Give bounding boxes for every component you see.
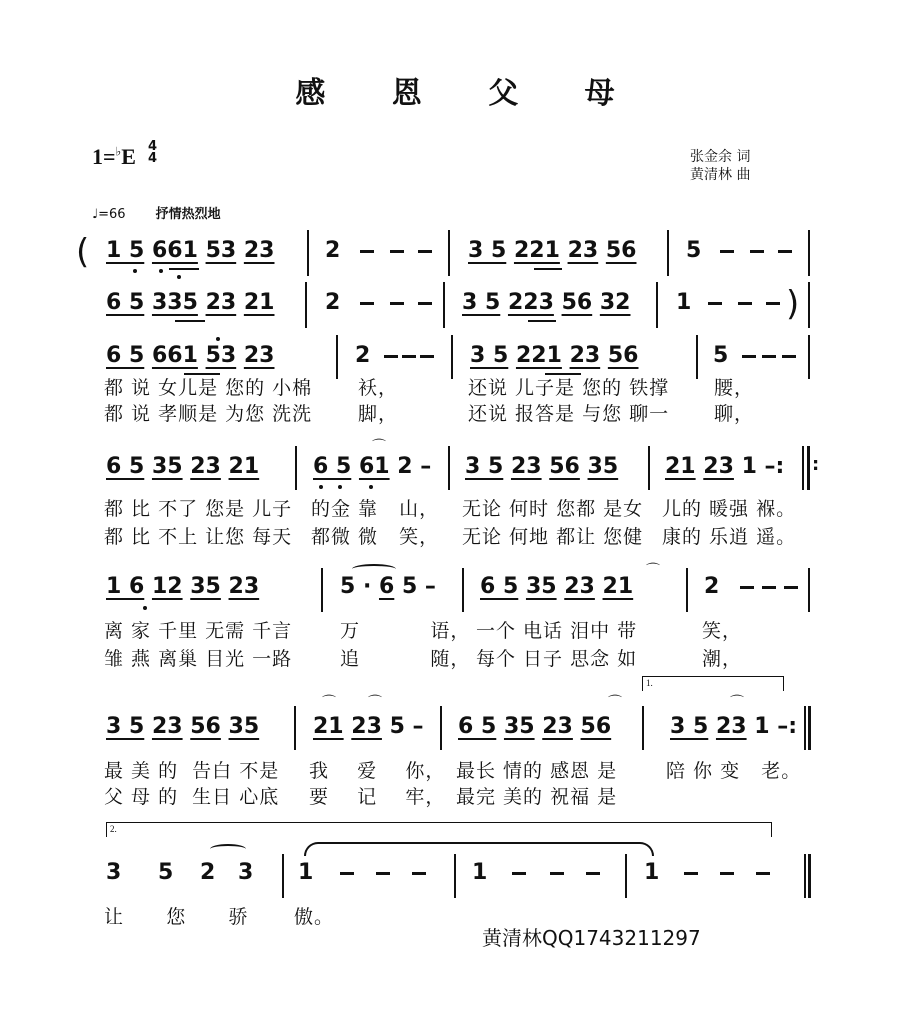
dash (412, 872, 426, 875)
low-dot (338, 485, 342, 489)
note-group: 6 5 35 23 21 (480, 574, 634, 599)
barline (321, 568, 323, 612)
dash (762, 355, 776, 358)
dash (738, 302, 752, 305)
barline (448, 446, 450, 490)
note: 2 (704, 574, 720, 599)
barline (454, 854, 456, 898)
barline (696, 335, 698, 379)
note-group: 6 5 35 23 56 (458, 714, 612, 739)
footer-contact: 黄清林QQ1743211297 (482, 926, 701, 950)
underline (534, 268, 562, 270)
time-sig-bottom: 4 (148, 151, 158, 166)
note-group: 3 5 23 56 35 (106, 714, 260, 739)
barline (642, 706, 644, 750)
dash (340, 872, 354, 875)
lyric: 的金 靠 山， (311, 498, 440, 520)
lyric: 陪 你 变 老。 (666, 760, 802, 782)
lyric: 最 美 的 告白 不是 (104, 760, 280, 782)
time-sig-top: 4 (148, 139, 158, 154)
fermata: ⌒ (608, 695, 622, 711)
fermata: ⌒ (372, 439, 386, 455)
tempo (92, 203, 221, 222)
note-group: 3 5 221 23 56 (468, 238, 637, 263)
lyric: 万 语， (340, 620, 471, 642)
low-dot (159, 269, 163, 273)
barline (656, 282, 658, 328)
volta-label: 1. (646, 678, 653, 688)
barline (282, 854, 284, 898)
dash (586, 872, 600, 875)
repeat-barline (807, 446, 810, 490)
dash (418, 250, 432, 253)
barline (336, 335, 338, 379)
note-group: 21 23 1 –: (665, 454, 785, 479)
time-signature (148, 141, 157, 165)
dash (720, 872, 734, 875)
dash (742, 355, 756, 358)
lyric: 还说 儿子是 您的 铁撑 (468, 377, 670, 399)
dash (708, 302, 722, 305)
note-group: 3 (106, 860, 122, 885)
lyric: 康的 乐逍 遥。 (662, 526, 797, 548)
lyric: 无论 何时 您都 是女 (462, 498, 644, 520)
barline (440, 706, 442, 750)
low-dot (133, 269, 137, 273)
final-barline (804, 854, 806, 898)
fermata: ⌒ (322, 695, 336, 711)
low-dot (319, 485, 323, 489)
note-group: 3 5 221 23 56 (470, 343, 639, 368)
barline (294, 706, 296, 750)
underline (169, 268, 199, 270)
lyric: 一个 电话 泪中 带 (476, 620, 638, 642)
dash (756, 872, 770, 875)
lyric: 每个 日子 思念 如 (476, 648, 638, 670)
underline (175, 320, 205, 322)
volta-second-ending (106, 822, 772, 837)
final-barline (808, 854, 811, 898)
barline (625, 854, 627, 898)
lyric: 潮， (702, 648, 743, 670)
barline (686, 568, 688, 612)
barline (448, 230, 450, 276)
lyric: 都微 微 笑， (311, 526, 440, 548)
note: 1 (472, 860, 488, 885)
lyric: 雏 燕 离巢 目光 一路 (104, 648, 293, 670)
lyric: 腰， (714, 377, 755, 399)
lyric: 父 母 的 生日 心底 (104, 786, 280, 808)
dash (390, 250, 404, 253)
key-prefix: 1= (92, 144, 116, 169)
dash (740, 586, 754, 589)
note: 5 (158, 860, 174, 885)
barline (307, 230, 309, 276)
lyric: 要 记 牢， (309, 786, 446, 808)
dash (720, 250, 734, 253)
lyric: 都 说 孝顺是 为您 洗洗 (104, 403, 313, 425)
note: 2 (325, 238, 341, 263)
note: 1 (644, 860, 660, 885)
dash (418, 302, 432, 305)
slur (352, 564, 396, 574)
repeat-dots: : (812, 454, 820, 475)
key-note: E (121, 144, 136, 169)
key-signature (92, 144, 136, 170)
note-group: 6 5 35 23 21 (106, 454, 260, 479)
dash (750, 250, 764, 253)
barline (295, 446, 297, 490)
lyric: 都 说 女儿是 您的 小棉 (104, 377, 313, 399)
repeat-barline (808, 706, 811, 750)
barline (808, 230, 810, 276)
lyric: 追 随， (340, 648, 471, 670)
dash (784, 586, 798, 589)
note: 2 (325, 290, 341, 315)
lyric: 聊， (714, 403, 755, 425)
barline (443, 282, 445, 328)
dash (766, 302, 780, 305)
repeat-barline (802, 446, 804, 490)
lyric: 让 您 骄 (104, 906, 249, 928)
barline (808, 282, 810, 328)
lyric: 离 家 千里 无需 千言 (104, 620, 293, 642)
note-group: 21 23 5 – (313, 714, 424, 739)
lyric: 脚， (358, 403, 399, 425)
lyric: 无论 何地 都让 您健 (462, 526, 644, 548)
note-group: 3 5 23 1 –: (670, 714, 798, 739)
dash (684, 872, 698, 875)
note-group: 3 5 223 56 32 (462, 290, 631, 315)
note: 5 (686, 238, 702, 263)
song-title: 感 恩 父 母 (295, 76, 643, 111)
lyricist: 张金余 词 (690, 149, 751, 165)
fermata: ⌒ (368, 695, 382, 711)
repeat-barline (804, 706, 806, 750)
volta-first-ending (642, 676, 784, 691)
lyric: 儿的 暖强 褓。 (662, 498, 797, 520)
tie (304, 842, 654, 856)
dash (360, 302, 374, 305)
barline (808, 335, 810, 379)
lyric: 还说 报答是 与您 聊一 (468, 403, 670, 425)
note: 2 (355, 343, 371, 368)
dash (384, 355, 398, 358)
lyric: 我 爱 你， (309, 760, 446, 782)
lyric: 都 比 不了 您是 儿子 (104, 498, 293, 520)
lyric: 都 比 不上 让您 每天 (104, 526, 293, 548)
fermata: ⌒ (646, 563, 660, 579)
note-group: 5 · 6 5 – (340, 574, 436, 599)
lyric: 笑， (702, 620, 743, 642)
note-group: 1 5 661 53 23 (106, 238, 275, 263)
volta-label: 2. (110, 824, 117, 834)
lyric: 最长 情的 感恩 是 (456, 760, 618, 782)
dash (512, 872, 526, 875)
lyric: 最完 美的 祝福 是 (456, 786, 618, 808)
note-group: 1 6 12 35 23 (106, 574, 260, 599)
note-group: 3 5 23 56 35 (465, 454, 619, 479)
dash (550, 872, 564, 875)
note-group: 6 5 61 2 – (313, 454, 432, 479)
note: 2 (200, 860, 216, 885)
credits (690, 148, 750, 184)
lyric: 傲。 (294, 906, 335, 928)
expression-mark: 抒情热烈地 (155, 207, 221, 222)
barline (462, 568, 464, 612)
fermata: ⌒ (730, 695, 744, 711)
lyric: 袄， (358, 377, 399, 399)
dash (402, 355, 416, 358)
flat-icon: ♭ (115, 144, 122, 159)
dash (762, 586, 776, 589)
slur (210, 844, 246, 854)
composer: 黄清林 曲 (690, 167, 751, 183)
note: 1 (298, 860, 314, 885)
dash (420, 355, 434, 358)
note-group: 6 5 661 53 23 (106, 343, 275, 368)
barline (648, 446, 650, 490)
note: 1 (676, 290, 692, 315)
open-paren: ( (76, 232, 90, 272)
barline (808, 568, 810, 612)
dash (390, 302, 404, 305)
dash (360, 250, 374, 253)
dash (376, 872, 390, 875)
low-dot (177, 275, 181, 279)
tempo-mark: ♩=66 (92, 207, 126, 222)
close-paren: ) (786, 284, 800, 324)
high-dot (216, 337, 220, 341)
note-group: 6 5 335 23 21 (106, 290, 275, 315)
barline (451, 335, 453, 379)
note: 5 (713, 343, 729, 368)
low-dot (369, 485, 373, 489)
underline (528, 320, 556, 322)
barline (305, 282, 307, 328)
note: 3 (238, 860, 254, 885)
low-dot (143, 606, 147, 610)
barline (667, 230, 669, 276)
dash (782, 355, 796, 358)
dash (778, 250, 792, 253)
